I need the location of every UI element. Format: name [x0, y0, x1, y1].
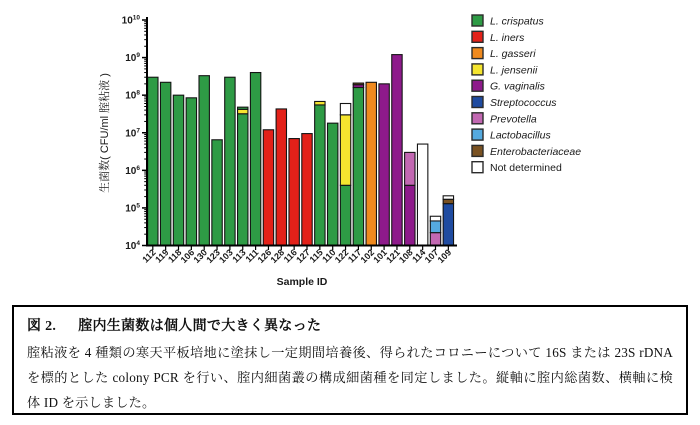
y-tick-label: $10^{10}$	[121, 14, 140, 27]
bar-122	[340, 104, 350, 246]
x-tick-label: 103	[217, 247, 235, 266]
bar-113	[238, 107, 248, 245]
y-tick-label: $10^7$	[125, 127, 140, 140]
bar-segment	[289, 139, 299, 246]
y-tick-label: $10^4$	[125, 240, 140, 252]
legend-item-l-crispatus	[472, 15, 544, 28]
bar-segment	[366, 82, 376, 245]
bar-segment	[340, 115, 350, 185]
legend-swatch	[472, 64, 483, 75]
bar-114	[417, 144, 427, 245]
y-axis-title: 生菌数( CFU/ml 腟粘液 )	[99, 73, 111, 193]
legend-swatch	[472, 113, 483, 124]
bar-segment	[302, 134, 312, 246]
x-tick-label: 115	[307, 247, 325, 265]
bar-103	[225, 77, 235, 245]
x-tick-label: 113	[230, 247, 248, 265]
legend-item-l-jensenii	[472, 64, 538, 77]
bar-segment	[430, 233, 440, 246]
x-tick-label: 102	[358, 247, 377, 266]
x-tick-label: 106	[178, 247, 197, 266]
x-tick-label: 126	[255, 247, 274, 266]
bar-107	[430, 216, 440, 245]
x-tick-label: 116	[281, 247, 300, 265]
bar-segment	[212, 140, 222, 246]
bar-109	[443, 196, 453, 246]
bar-segment	[353, 88, 363, 246]
bar-127	[302, 134, 312, 246]
legend-label: L. jensenii	[490, 64, 538, 77]
bar-116	[289, 139, 299, 246]
legend-label: L. crispatus	[490, 15, 544, 28]
x-tick-label: 130	[191, 247, 210, 266]
bar-segment	[225, 77, 235, 245]
bar-segment	[379, 84, 389, 246]
x-tick-label: 110	[320, 247, 338, 265]
x-axis-title: Sample ID	[276, 276, 328, 288]
bar-115	[315, 101, 325, 245]
x-tick-label: 121	[384, 247, 402, 266]
bar-106	[186, 98, 196, 246]
bar-segment	[250, 73, 260, 246]
bar-segment	[405, 152, 415, 185]
legend	[472, 15, 581, 174]
bar-segment	[443, 196, 453, 199]
x-tick-label: 123	[204, 247, 223, 266]
x-tick-label: 107	[422, 247, 441, 266]
y-tick-label: $10^5$	[125, 202, 140, 215]
x-tick-label: 101	[371, 247, 390, 266]
legend-label: Not determined	[490, 162, 562, 175]
legend-label: L. iners	[490, 31, 525, 44]
x-tick-label: 127	[294, 247, 312, 266]
bar-segment	[160, 82, 170, 245]
bar-segment	[353, 83, 363, 85]
legend-item-g-vaginalis	[472, 80, 546, 93]
bar-segment	[328, 123, 338, 245]
x-tick-label: 119	[153, 247, 171, 265]
legend-swatch	[472, 15, 483, 26]
x-tick-label: 122	[332, 247, 351, 266]
bar-123	[212, 140, 222, 246]
legend-label: Lactobacillus	[490, 129, 551, 142]
bar-segment	[315, 105, 325, 246]
legend-item-streptococcus	[472, 97, 557, 110]
x-tick-label: 118	[166, 247, 184, 265]
legend-swatch	[472, 162, 483, 173]
bar-segment	[405, 185, 415, 245]
x-tick-label: 112	[140, 247, 158, 265]
x-tick-label: 117	[345, 247, 364, 265]
bar-segment	[315, 101, 325, 104]
bar-128	[276, 109, 286, 246]
x-tick-label: 128	[268, 247, 287, 266]
bar-segment	[263, 130, 273, 246]
legend-swatch	[472, 80, 483, 91]
bars-group	[148, 55, 454, 246]
bar-segment	[199, 76, 209, 246]
legend-item-prevotella	[472, 113, 537, 126]
caption-figure-label: 図 2.	[27, 319, 57, 334]
legend-swatch	[472, 31, 483, 42]
bar-segment	[443, 199, 453, 203]
legend-item-l-iners	[472, 31, 525, 44]
bar-segment	[238, 114, 248, 246]
legend-item-not-determined	[472, 162, 562, 175]
bar-segment	[238, 107, 248, 109]
legend-item-l-gasseri	[472, 48, 536, 61]
bar-segment	[430, 221, 440, 233]
bar-segment	[417, 144, 427, 245]
legend-label: G. vaginalis	[490, 80, 545, 93]
bar-segment	[340, 104, 350, 115]
bar-108	[405, 152, 415, 245]
bar-112	[148, 77, 158, 245]
bar-segment	[392, 55, 402, 246]
legend-label: Enterobacteriaceae	[490, 145, 582, 158]
legend-item-enterobacteriaceae	[472, 145, 581, 158]
bar-118	[173, 95, 183, 245]
bar-121	[392, 55, 402, 246]
bar-segment	[340, 185, 350, 245]
caption-title: 腟内生菌数は個人間で大きく異なった	[78, 319, 322, 334]
y-tick-label: $10^8$	[125, 89, 140, 102]
caption-body: 腟粘液を 4 種類の寒天平板培地に塗抹し一定期間培養後、得られたコロニーについて 16S または 23S rDNA を標的とした colony PCR を行い、腟内細菌叢の構成細菌種を同定しました。縦軸に腟内総菌数、横軸に検体 ID を示しました。	[27, 345, 673, 410]
bar-130	[199, 76, 209, 246]
bar-segment	[238, 109, 248, 113]
x-tick-label: 111	[243, 247, 261, 265]
bar-101	[379, 84, 389, 246]
legend-label: L. gasseri	[490, 48, 536, 61]
bar-segment	[186, 98, 196, 246]
legend-swatch	[472, 97, 483, 108]
bar-102	[366, 82, 376, 245]
legend-swatch	[472, 129, 483, 140]
y-tick-label: $10^6$	[125, 164, 140, 177]
x-tick-label: 114	[410, 247, 428, 265]
legend-item-lactobacillus	[472, 129, 551, 142]
legend-label: Streptococcus	[490, 97, 557, 109]
bar-segment	[443, 204, 453, 246]
bar-117	[353, 83, 363, 245]
x-tick-label: 109	[435, 247, 454, 266]
bar-segment	[430, 216, 440, 221]
bar-segment	[173, 95, 183, 245]
bar-126	[263, 130, 273, 246]
legend-label: Prevotella	[490, 113, 537, 126]
bar-segment	[276, 109, 286, 246]
bar-segment	[148, 77, 158, 245]
bar-110	[328, 123, 338, 245]
bar-111	[250, 73, 260, 246]
y-tick-label: $10^9$	[125, 52, 140, 65]
legend-swatch	[472, 145, 483, 156]
caption-title-line	[27, 315, 673, 335]
figure-caption-box	[12, 305, 688, 415]
bar-119	[160, 82, 170, 245]
legend-swatch	[472, 48, 483, 59]
x-tick-label: 108	[397, 247, 415, 266]
